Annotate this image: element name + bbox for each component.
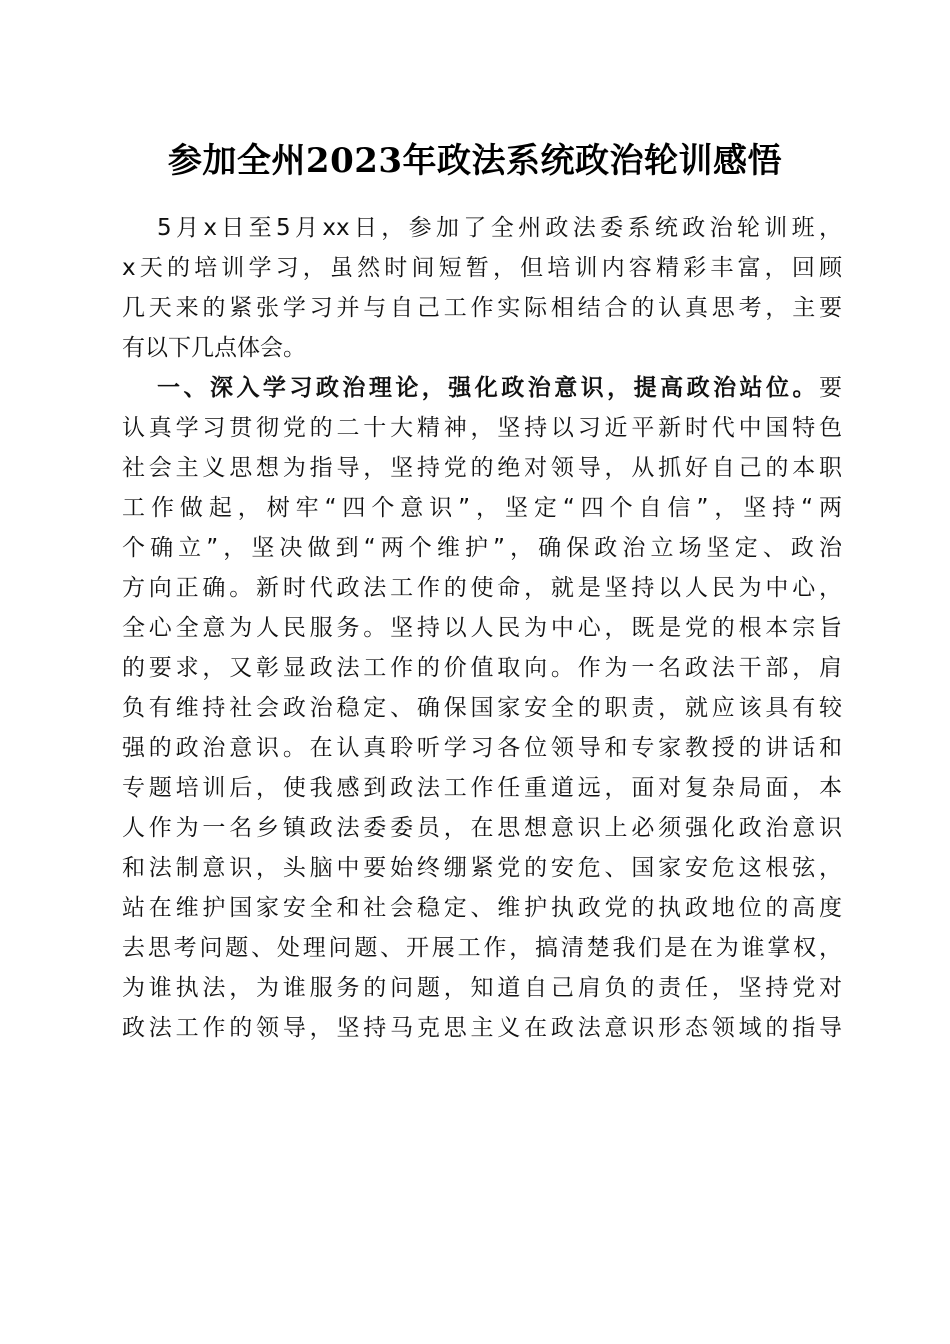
paragraph-line: 个确立”，坚决做到“两个维护”，确保政治立场坚定、政治 <box>122 535 842 561</box>
heading-line-rest: 要 <box>819 375 842 401</box>
paragraph-line: 全心全意为人民服务。坚持以人民为中心，既是党的根本宗旨 <box>122 615 842 641</box>
paragraph-line: 专题培训后，使我感到政法工作任重道远，面对复杂局面，本 <box>122 775 842 801</box>
paragraph-line: 社会主义思想为指导，坚持党的绝对领导，从抓好自己的本职 <box>122 455 842 481</box>
paragraph-line: 负有维持社会政治稳定、确保国家安全的职责，就应该具有较 <box>122 695 842 721</box>
paragraph-line: 的要求，又彰显政法工作的价值取向。作为一名政法干部，肩 <box>122 655 842 681</box>
section-heading-line <box>122 368 842 408</box>
paragraph-line: 为谁执法，为谁服务的问题，知道自己肩负的责任，坚持党对 <box>122 975 842 1001</box>
paragraph-line: 人作为一名乡镇政法委委员，在思想意识上必须强化政治意识 <box>122 815 842 841</box>
document-body <box>122 208 842 1048</box>
paragraph-line: 认真学习贯彻党的二十大精神，坚持以习近平新时代中国特色 <box>122 415 842 441</box>
document-title: 参加全州2023年政法系统政治轮训感悟 <box>167 141 783 181</box>
paragraph-line: 政法工作的领导，坚持马克思主义在政法意识形态领域的指导 <box>122 1015 842 1041</box>
paragraph-line: 和法制意识，头脑中要始终绷紧党的安危、国家安危这根弦， <box>122 855 842 881</box>
paragraph-line: 站在维护国家安全和社会稳定、维护执政党的执政地位的高度 <box>122 895 842 921</box>
paragraph-line: 方向正确。新时代政法工作的使命，就是坚持以人民为中心， <box>122 575 842 601</box>
paragraph-line: x天的培训学习，虽然时间短暂，但培训内容精彩丰富，回顾 <box>122 255 842 281</box>
paragraph-line: 5月x日至5月xx日，参加了全州政法委系统政治轮训班， <box>157 215 842 241</box>
section-heading: 一、深入学习政治理论，强化政治意识，提高政治站位。 <box>157 375 819 401</box>
paragraph-line: 强的政治意识。在认真聆听学习各位领导和专家教授的讲话和 <box>122 735 842 761</box>
paragraph-line: 工作做起，树牢“四个意识”，坚定“四个自信”，坚持“两 <box>122 495 842 521</box>
paragraph-line: 有以下几点体会。 <box>122 335 306 361</box>
paragraph-line: 几天来的紧张学习并与自己工作实际相结合的认真思考，主要 <box>122 295 842 321</box>
paragraph-line: 去思考问题、处理问题、开展工作，搞清楚我们是在为谁掌权， <box>122 935 842 961</box>
